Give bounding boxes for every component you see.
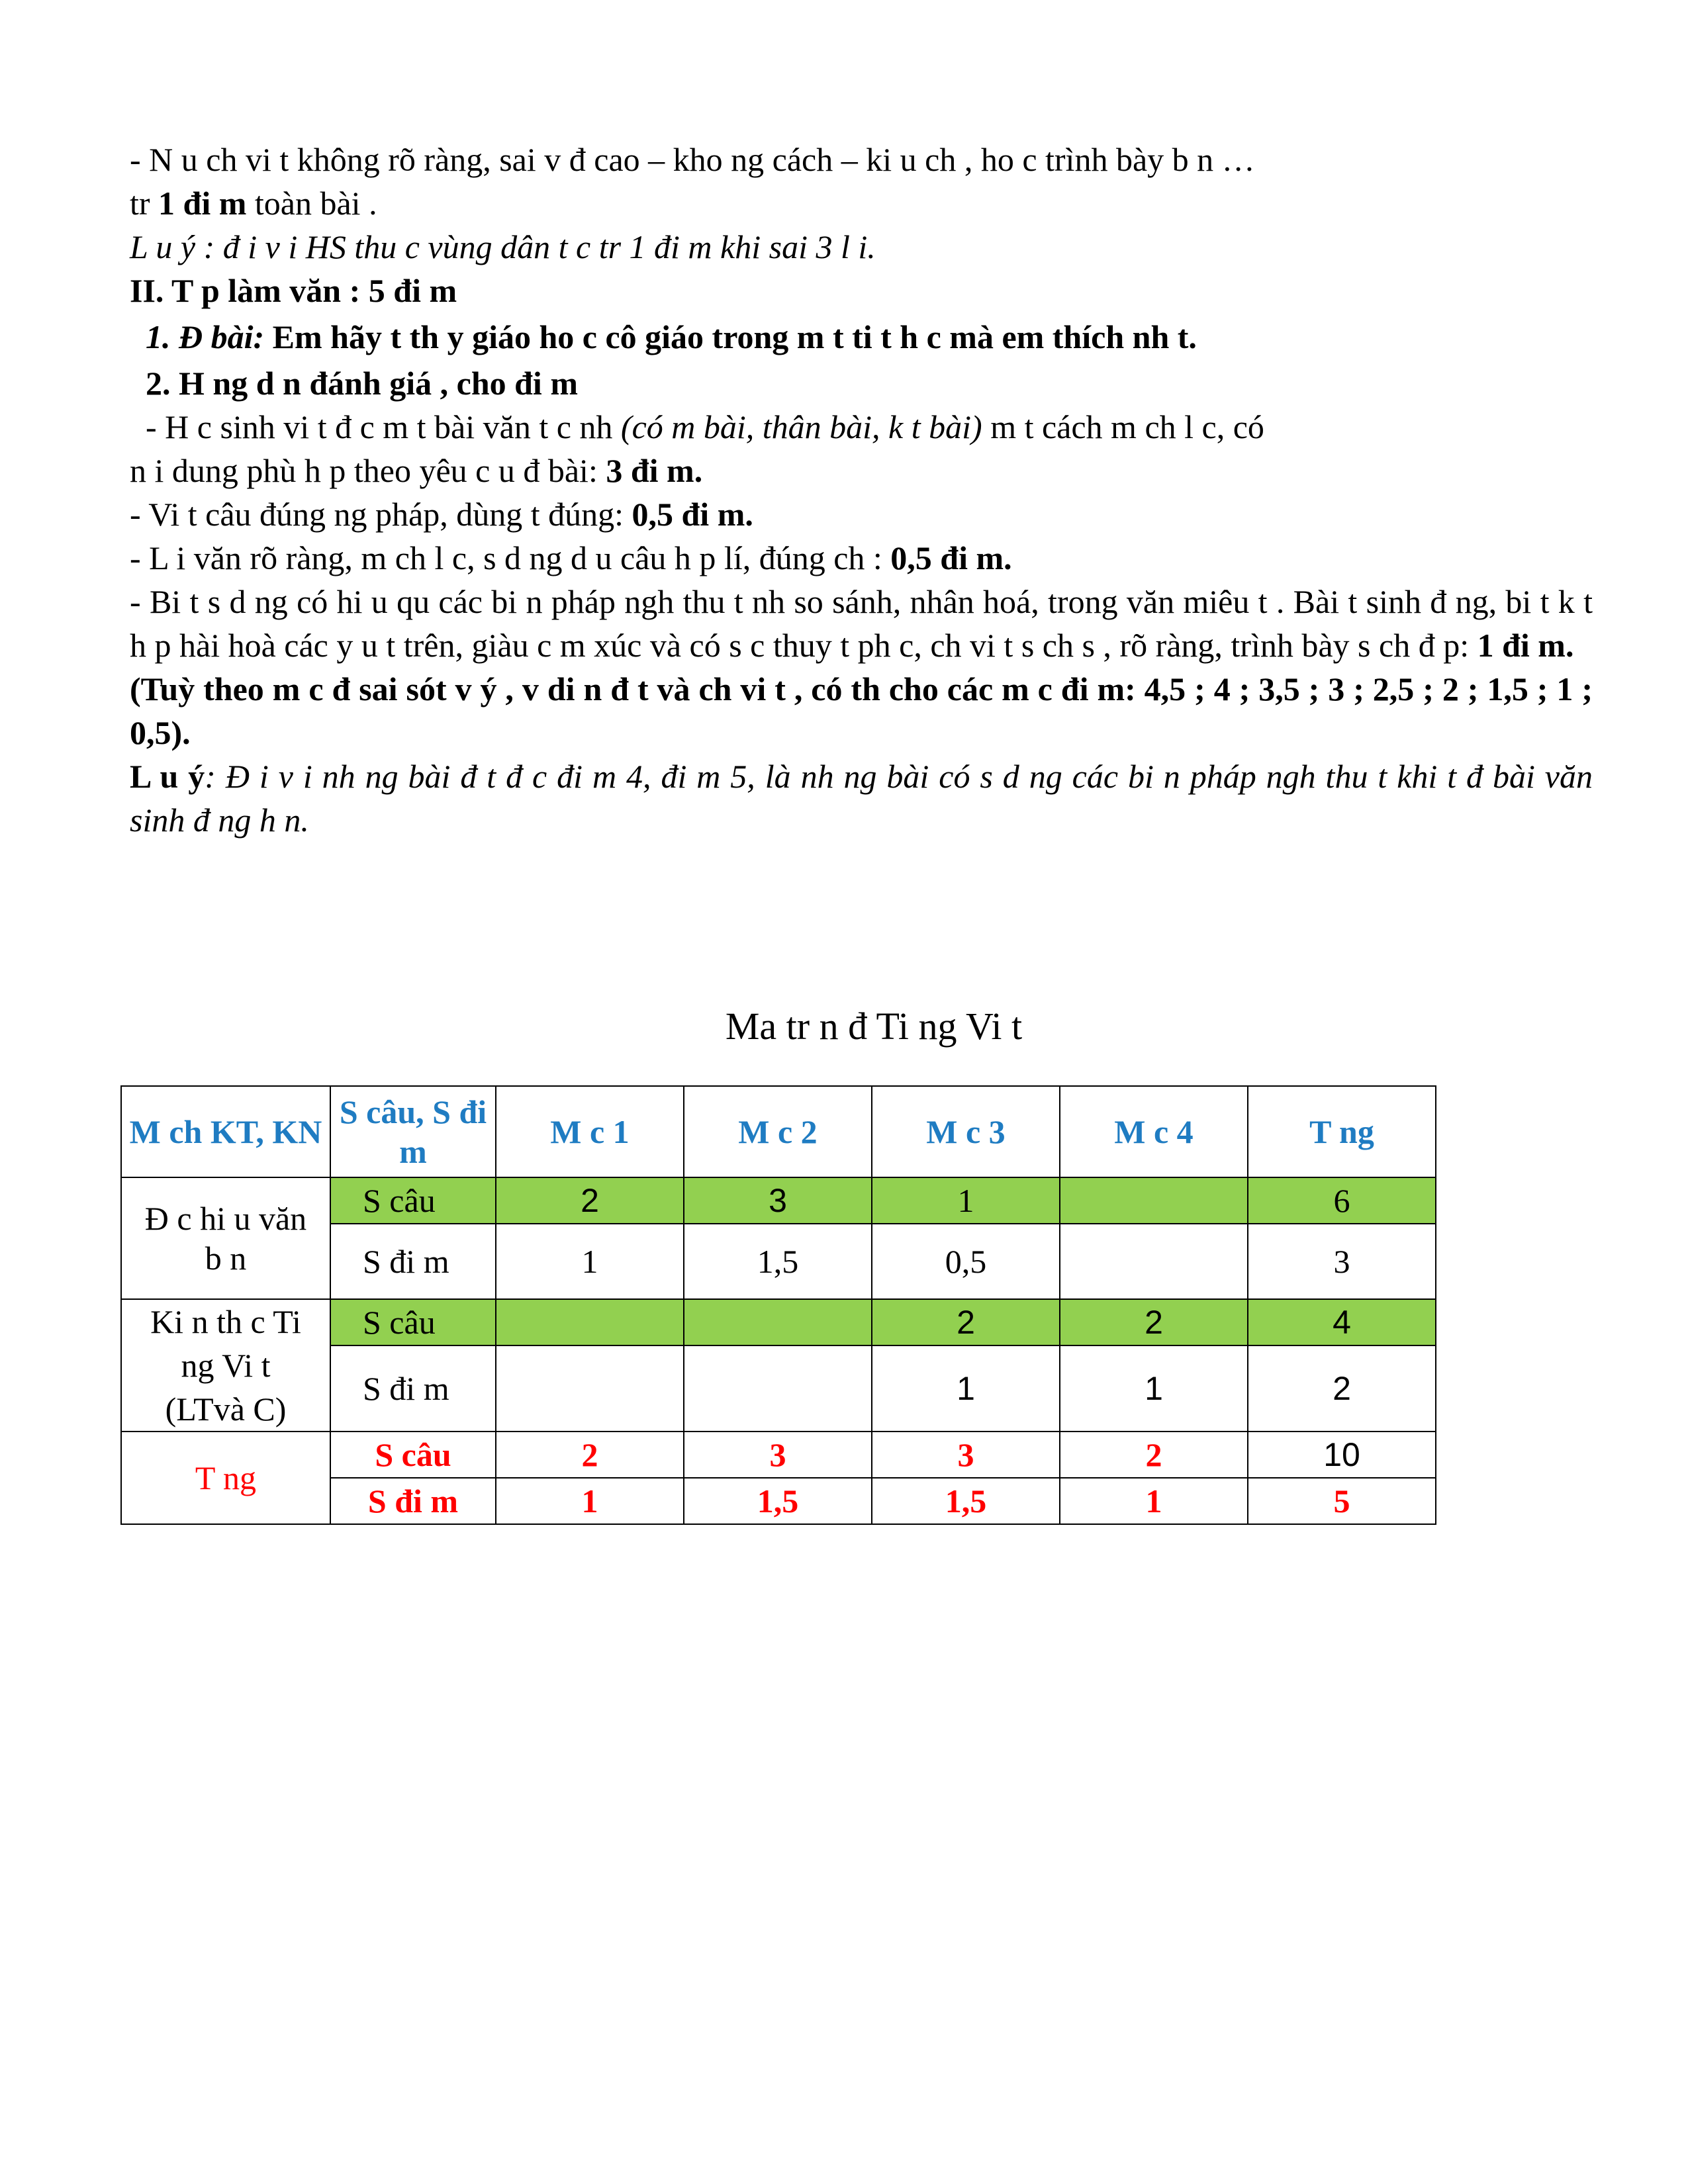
header-level-2: M c 2 bbox=[684, 1086, 872, 1177]
table-cell: 3 bbox=[1248, 1224, 1436, 1299]
criterion-structure bbox=[130, 405, 1593, 449]
topic-line bbox=[130, 315, 1593, 359]
cell-label-so-diem: S đi m bbox=[330, 1478, 496, 1524]
line-text: tr bbox=[130, 185, 159, 222]
table-cell: 3 bbox=[684, 1177, 872, 1224]
table-cell: 2 bbox=[1060, 1299, 1248, 1345]
header-strand: M ch KT, KN bbox=[121, 1086, 330, 1177]
note-ethnic-students: L u ý : đ i v i HS thu c vùng dân t c tr 1 đi m khi sai 3 l i. bbox=[130, 228, 876, 265]
document-body bbox=[130, 138, 1593, 842]
table-cell: 1 bbox=[496, 1478, 684, 1524]
header-row bbox=[121, 1086, 1436, 1177]
note-high-scores bbox=[130, 754, 1593, 842]
header-total: T ng bbox=[1248, 1086, 1436, 1177]
table-cell: 3 bbox=[684, 1432, 872, 1478]
table-cell: 4 bbox=[1248, 1299, 1436, 1345]
criterion-grammar bbox=[130, 492, 1593, 536]
bold-score: 1 đi m. bbox=[1477, 627, 1574, 664]
criterion-clarity bbox=[130, 536, 1593, 580]
line-text: - H c sinh vi t đ c m t bài văn t c nh bbox=[146, 408, 621, 445]
table-cell: 0,5 bbox=[872, 1224, 1060, 1299]
table-cell: 1 bbox=[1060, 1478, 1248, 1524]
table-cell: 1 bbox=[496, 1224, 684, 1299]
table-cell: 3 bbox=[872, 1432, 1060, 1478]
header-level-1: M c 1 bbox=[496, 1086, 684, 1177]
cell-label-so-diem: S đi m bbox=[330, 1224, 496, 1299]
table-cell: 2 bbox=[872, 1299, 1060, 1345]
table-cell: 10 bbox=[1248, 1432, 1436, 1478]
header-count-score: S câu, S đi m bbox=[330, 1086, 496, 1177]
bold-score: 3 đi m. bbox=[606, 452, 703, 489]
cell-label-so-cau: S câu bbox=[330, 1432, 496, 1478]
line-text: n i dung phù h p theo yêu c u đ bài: bbox=[130, 452, 606, 489]
scoring-scale-note: (Tuỳ theo m c đ sai sót v ý , v di n đ t và ch vi t , có th cho các m c đi m: 4,5 ; 4 ; 3,5 ; 3 ; 2,5 ; 2 ; 1,5 ; 1 ; 0,5). bbox=[130, 670, 1593, 751]
header-level-3: M c 3 bbox=[872, 1086, 1060, 1177]
topic-text: Em hãy t th y giáo ho c cô giáo trong m t ti t h c mà em thích nh t. bbox=[264, 318, 1197, 355]
bold-score: 1 đi m bbox=[158, 185, 247, 222]
table-cell: 1 bbox=[872, 1177, 1060, 1224]
grading-heading: 2. H ng d n đánh giá , cho đi m bbox=[146, 365, 578, 402]
cell-label-so-cau: S câu bbox=[330, 1177, 496, 1224]
cell-label-so-diem: S đi m bbox=[330, 1345, 496, 1432]
note-label: L u ý bbox=[130, 758, 205, 795]
table-cell bbox=[684, 1299, 872, 1345]
table-cell: 1 bbox=[1060, 1345, 1248, 1432]
criterion-content bbox=[130, 449, 1593, 492]
table-cell bbox=[496, 1299, 684, 1345]
bold-score: 0,5 đi m. bbox=[890, 539, 1012, 576]
table-cell bbox=[496, 1345, 684, 1432]
line-text: - N u ch vi t không rõ ràng, sai v đ cao – kho ng cách – ki u ch , ho c trình bày b n … bbox=[130, 141, 1255, 178]
header-level-4: M c 4 bbox=[1060, 1086, 1248, 1177]
table-cell: 1 bbox=[872, 1345, 1060, 1432]
italic-note: (có m bài, thân bài, k t bài) bbox=[620, 408, 982, 445]
row-label-reading: Đ c hi u văn b n bbox=[121, 1177, 330, 1299]
table-cell: 1,5 bbox=[684, 1478, 872, 1524]
table-cell: 6 bbox=[1248, 1177, 1436, 1224]
table-cell bbox=[684, 1345, 872, 1432]
table-cell: 2 bbox=[496, 1177, 684, 1224]
table-cell bbox=[1060, 1177, 1248, 1224]
line-text: m t cách m ch l c, có bbox=[982, 408, 1264, 445]
line-text: - Bi t s d ng có hi u qu các bi n pháp ngh thu t nh so sánh, nhân hoá, trong văn miêu t . Bài t sinh đ ng, bi t k t h p hài hoà các y u t trên, giàu c m xúc và có s c thuy t ph c, ch vi t s ch s , rõ ràng, trình bày s ch đ p: bbox=[130, 583, 1593, 664]
table-cell: 2 bbox=[496, 1432, 684, 1478]
table-row bbox=[121, 1299, 1436, 1345]
exam-matrix-table bbox=[120, 1085, 1436, 1525]
para-handwriting-deduction bbox=[130, 138, 1593, 225]
table-cell: 2 bbox=[1248, 1345, 1436, 1432]
italic-note: : Đ i v i nh ng bài đ t đ c đi m 4, đi m 5, là nh ng bài có s d ng các bi n pháp ngh thu t khi t đ bài văn sinh đ ng h n. bbox=[130, 758, 1593, 839]
row-label-total: T ng bbox=[121, 1432, 330, 1524]
table-cell bbox=[1060, 1224, 1248, 1299]
table-cell: 1,5 bbox=[684, 1224, 872, 1299]
bold-score: 0,5 đi m. bbox=[632, 496, 753, 533]
line-text: - L i văn rõ ràng, m ch l c, s d ng d u câu h p lí, đúng ch : bbox=[130, 539, 891, 576]
section-heading-writing: II. T p làm văn : 5 đi m bbox=[130, 272, 457, 309]
row-label-vietnamese-knowledge: Ki n th c Ti ng Vi t (LTvà C) bbox=[121, 1299, 330, 1432]
criterion-rhetoric bbox=[130, 580, 1593, 667]
line-text: toàn bài . bbox=[246, 185, 377, 222]
matrix-title: Ma tr n đ Ti ng Vi t bbox=[725, 1005, 1023, 1048]
cell-label-so-cau: S câu bbox=[330, 1299, 496, 1345]
table-cell: 2 bbox=[1060, 1432, 1248, 1478]
table-row bbox=[121, 1432, 1436, 1478]
topic-label: 1. Đ bài: bbox=[146, 318, 265, 355]
table-cell: 1,5 bbox=[872, 1478, 1060, 1524]
table-cell: 5 bbox=[1248, 1478, 1436, 1524]
line-text: - Vi t câu đúng ng pháp, dùng t đúng: bbox=[130, 496, 632, 533]
table-row bbox=[121, 1177, 1436, 1224]
